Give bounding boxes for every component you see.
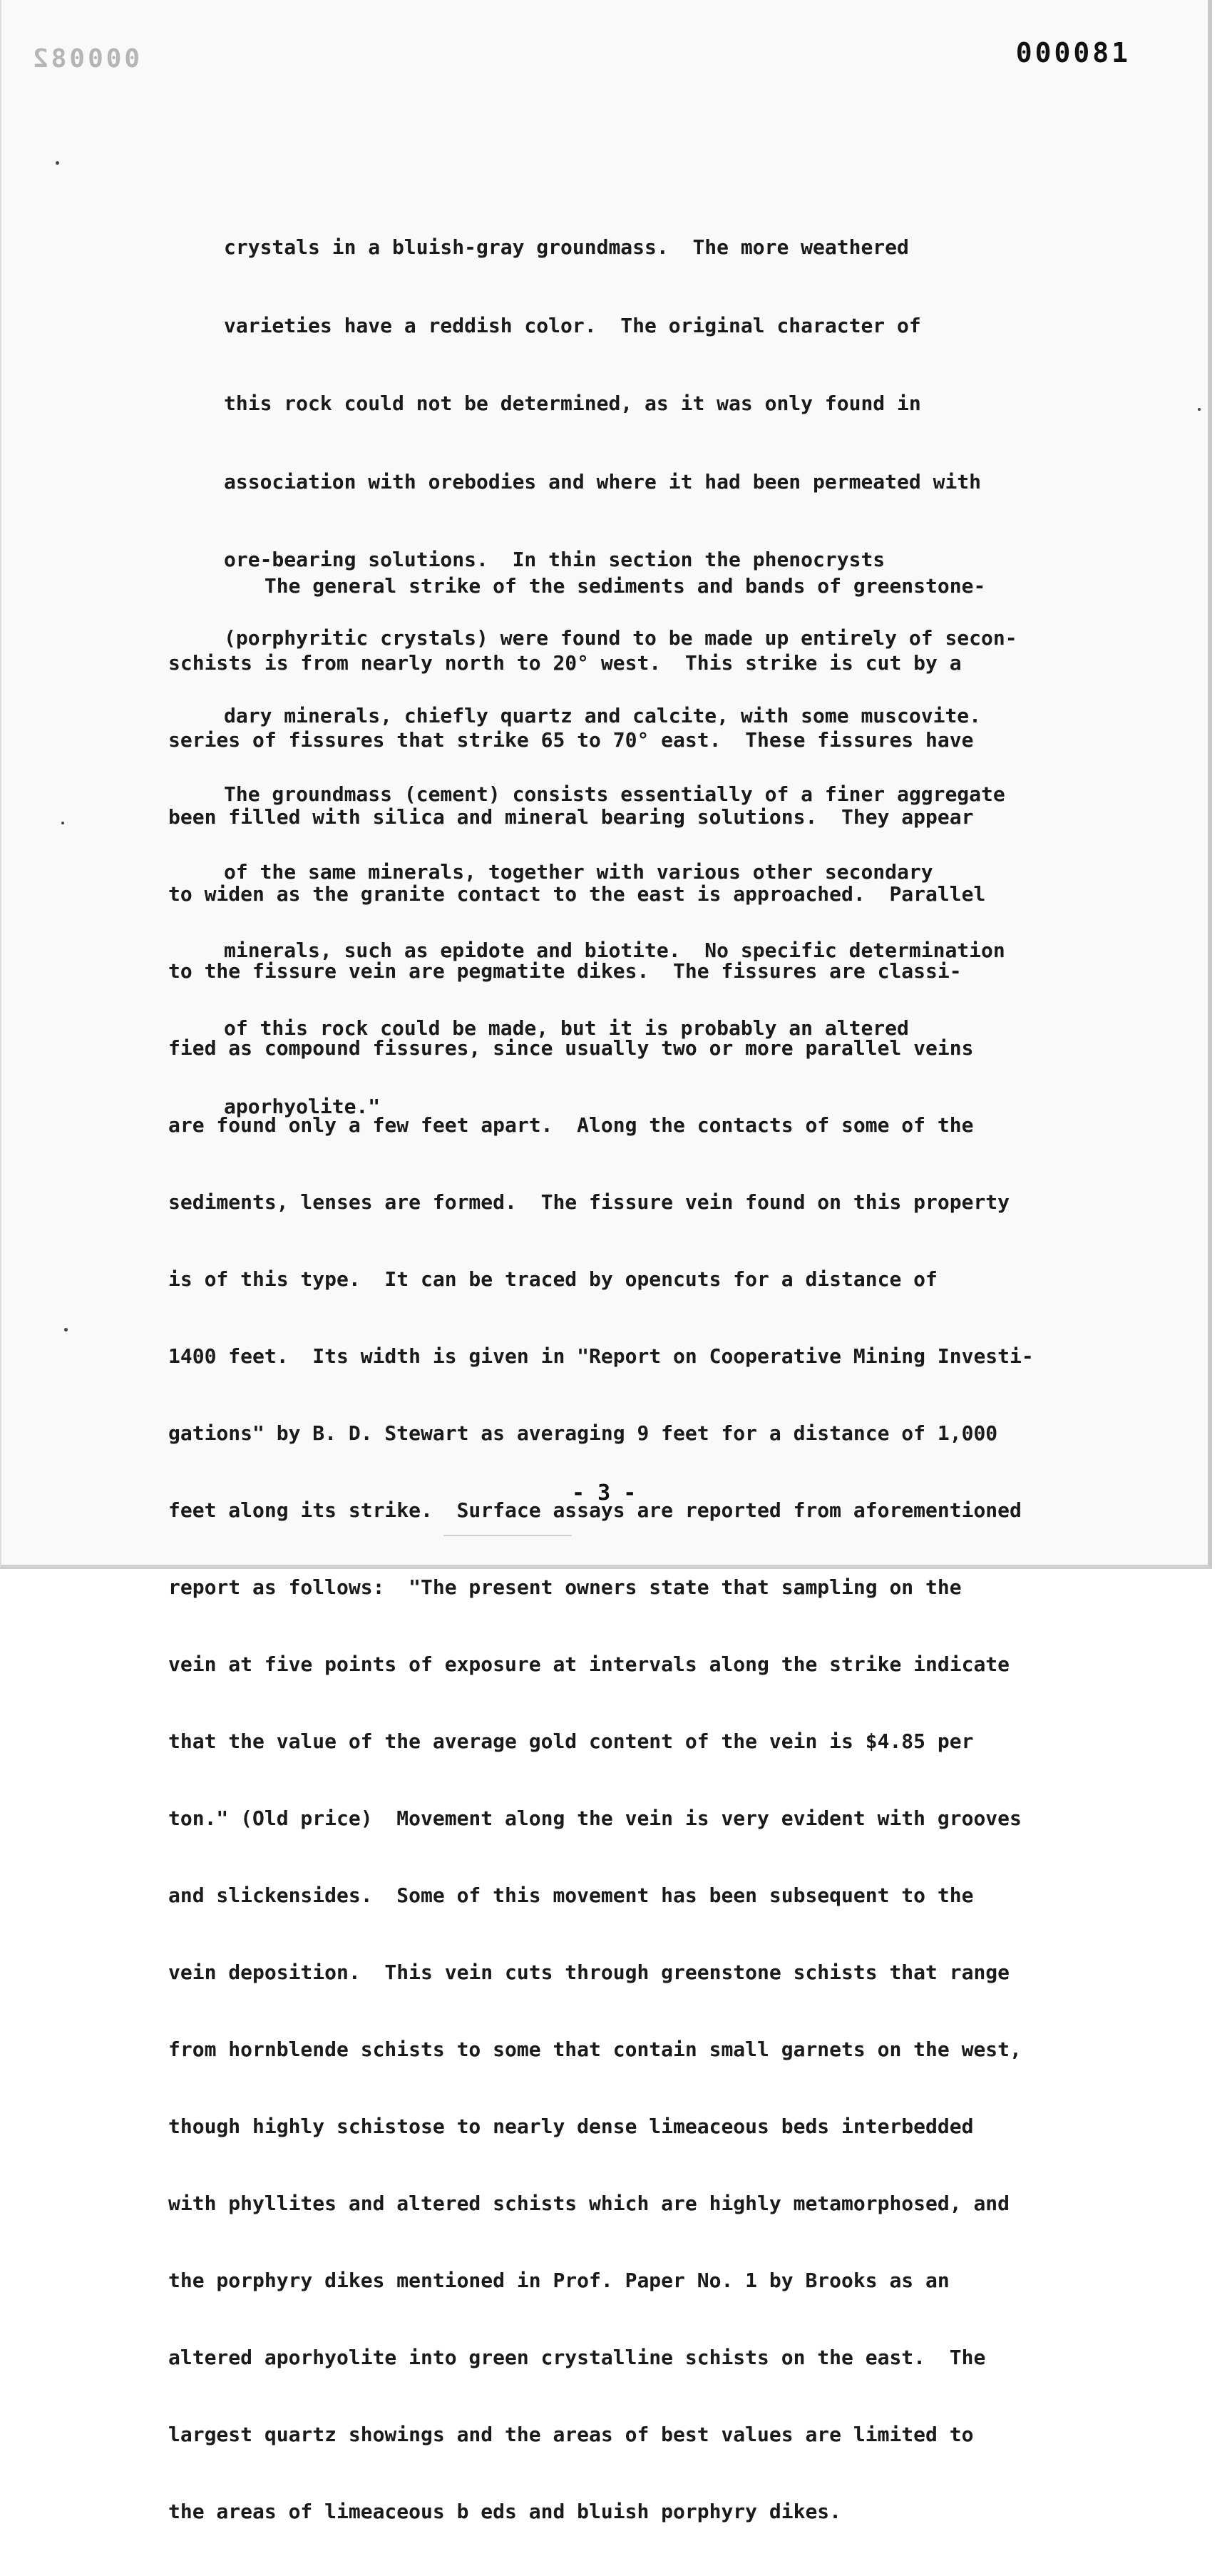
scan-speck xyxy=(64,1328,68,1332)
scan-speck xyxy=(61,822,64,824)
text-line: to the fissure vein are pegmatite dikes. The fissures are classi- xyxy=(168,959,962,983)
text-line: minerals, such as epidote and biotite. No specific determination xyxy=(224,938,1005,962)
text-line: altered aporhyolite into green crystalline schists on the east. The xyxy=(168,2346,986,2369)
text-line: this rock could not be determined, as it was only found in xyxy=(224,392,921,415)
text-line: 1400 feet. Its width is given in "Report on Cooperative Mining Investi- xyxy=(168,1344,1034,1368)
text-line: to widen as the granite contact to the east is approached. Parallel xyxy=(168,882,986,906)
text-line: though highly schistose to nearly dense limeaceous beds interbedded xyxy=(168,2115,974,2138)
text-line: fied as compound fissures, since usually two or more parallel veins xyxy=(168,1036,974,1060)
text-line: association with orebodies and where it had been permeated with xyxy=(224,469,982,494)
text-line: vein at five points of exposure at intervals along the strike indicate xyxy=(168,1652,1010,1676)
text-line: with phyllites and altered schists which are highly metamorphosed, and xyxy=(168,2192,1010,2215)
text-line: (porphyritic crystals) were found to be made up entirely of secon- xyxy=(224,625,1017,650)
scan-speck xyxy=(1198,408,1201,411)
text-line: is of this type. It can be traced by opencuts for a distance of xyxy=(168,1267,938,1291)
geology-paragraph xyxy=(168,522,1166,2576)
text-line: of the same minerals, together with various other secondary xyxy=(224,860,933,884)
text-line: aporhyolite." xyxy=(224,1094,381,1118)
page-number: - 3 - xyxy=(572,1481,637,1506)
text-line: largest quartz showings and the areas of best values are limited to xyxy=(168,2423,974,2446)
text-line: that the value of the average gold content of the vein is $4.85 per xyxy=(168,1729,974,1753)
scan-artifact-line xyxy=(443,1535,572,1536)
text-line: from hornblende schists to some that contain small garnets on the west, xyxy=(168,2038,1022,2061)
text-line: the areas of limeaceous b eds and bluish porphyry dikes. xyxy=(168,2500,842,2523)
text-line: crystals in a bluish-gray groundmass. The more weathered xyxy=(224,235,909,259)
text-line: The general strike of the sediments and bands of greenstone- xyxy=(168,574,986,598)
document-stamp-number: 000081 xyxy=(1015,37,1131,68)
text-line: sediments, lenses are formed. The fissure vein found on this property xyxy=(168,1190,1010,1214)
text-line: The groundmass (cement) consists essentially of a finer aggregate xyxy=(224,782,1005,806)
mirrored-bleedthrough-number: 000082 xyxy=(30,44,140,73)
text-line: ton." (Old price) Movement along the vein is very evident with grooves xyxy=(168,1806,1022,1830)
scan-speck xyxy=(56,161,59,165)
text-line: series of fissures that strike 65 to 70° east. These fissures have xyxy=(168,728,974,752)
text-line: gations" by B. D. Stewart as averaging 9 feet for a distance of 1,000 xyxy=(168,1421,998,1445)
text-line: schists is from nearly north to 20° west. This strike is cut by a xyxy=(168,651,962,675)
text-line: varieties have a reddish color. The original character of xyxy=(224,313,921,337)
text-line: are found only a few feet apart. Along the contacts of some of the xyxy=(168,1113,974,1137)
text-line: the porphyry dikes mentioned in Prof. Paper No. 1 by Brooks as an xyxy=(168,2269,950,2292)
text-line: report as follows: "The present owners state that sampling on the xyxy=(168,1575,962,1599)
text-line: vein deposition. This vein cuts through greenstone schists that range xyxy=(168,1961,1010,1984)
text-line: and slickensides. Some of this movement has been subsequent to the xyxy=(168,1884,974,1907)
text-line: dary minerals, chiefly quartz and calcite, with some muscovite. xyxy=(224,704,982,727)
text-line: been filled with silica and mineral bearing solutions. They appear xyxy=(168,805,974,829)
text-line: of this rock could be made, but it is probably an altered xyxy=(224,1016,909,1040)
text-line: ore-bearing solutions. In thin section the phenocrysts xyxy=(224,548,885,571)
text-line: feet along its strike. Surface assays are reported from aforementioned xyxy=(168,1498,1022,1522)
